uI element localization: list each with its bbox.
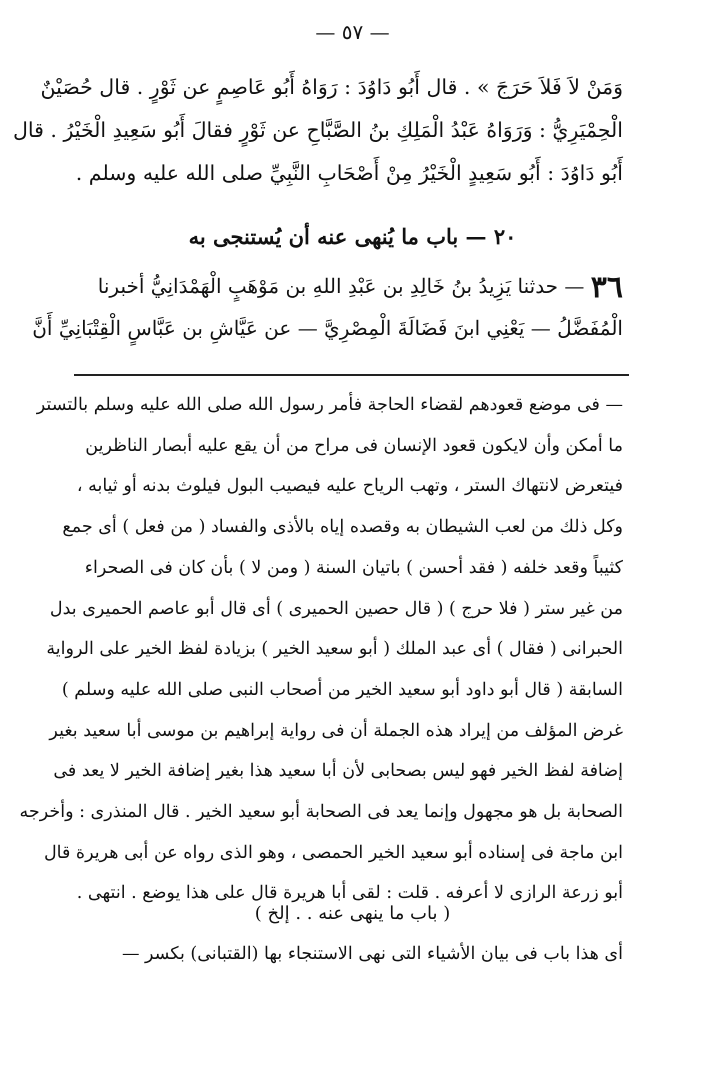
text-line: وَمَنْ لاَ فَلاَ حَرَجَ » . قال أَبُو دَاوُدَ : رَوَاهُ أَبُو عَاصِمٍ عن ثَوْرٍ . قال حُصَيْنٌ	[40, 75, 623, 99]
hadith-number: ٣٦	[590, 270, 623, 305]
commentary-line: غرض المؤلف من إيراد هذه الجملة أن فى رواية إبراهيم بن موسى أبا سعيد بغير	[49, 720, 623, 741]
text-line: الْحِمْيَرِيُّ : وَرَوَاهُ عَبْدُ الْمَلِكِ بنُ الصَّبَّاحِ عن ثَوْرٍ فقالَ أَبُو سَعِيدِ الْخَيْرُ . قال	[12, 118, 623, 142]
hadith-line-2: الْمُفَضَّلُ — يَعْنِي ابنَ فَضَالَةَ الْمِصْرِيَّ — عن عَيَّاشِ بن عَبَّاسٍ الْقِتْبَانِيِّ أَنَّ	[32, 316, 623, 340]
commentary	[19, 385, 623, 914]
hadith-text	[12, 66, 623, 195]
commentary-line: من غير ستر ( فلا حرج ) ( قال حصين الحميرى ) أى قال أبو عاصم الحميرى بدل	[49, 598, 623, 619]
commentary-line: — فى موضع قعودهم لقضاء الحاجة فأمر رسول الله صلى الله عليه وسلم بالتستر	[36, 395, 623, 415]
commentary-line: الصحابة بل هو مجهول وإنما يعد فى الصحابة أبو سعيد الخير . قال المنذرى : وأخرجه	[19, 802, 623, 823]
commentary-last-line: أى هذا باب فى بيان الأشياء التى نهى الاستنجاء بها (القتبانى) بكسر —	[121, 944, 623, 964]
hadith-text-line: — حدثنا يَزِيدُ بنُ خَالِدِ بن عَبْدِ اللهِ بن مَوْهَبٍ الْهَمْدَانِيُّ أخبرنا	[97, 274, 585, 298]
commentary-line: وكل ذلك من لعب الشيطان به وقصده إياه بالأذى والفساد ( من فعل ) أى جمع	[62, 517, 623, 538]
hadith-line-1	[78, 270, 623, 305]
text-line: أَبُو دَاوُدَ : أَبُو سَعِيدٍ الْخَيْرُ مِنْ أَصْحَابِ النَّبِيِّ صلى الله عليه وسلم .	[75, 161, 623, 185]
footnote-divider	[74, 374, 629, 376]
commentary-line: إضافة لفظ الخير فهو ليس بصحابى لأن أبا سعيد هذا بغير إضافة الخير لا يعد فى	[53, 761, 623, 782]
page-number: — ٥٧ —	[315, 20, 390, 44]
commentary-line: فيتعرض لانتهاك الستر ، وتهب الرياح عليه فيصيب البول فيلوث بدنه أو ثيابه ،	[76, 476, 623, 497]
commentary-line: ابن ماجة فى إسناده أبو سعيد الخير الحمصى ، وهو الذى رواه عن أبى هريرة قال	[43, 842, 623, 863]
chapter-heading: ٢٠ — باب ما يُنهى عنه أن يُستنجى به	[188, 224, 517, 249]
commentary-line: أبو زرعة الرازى لا أعرفه . قلت : لقى أبا هريرة قال على هذا يوضع . انتهى .	[76, 883, 623, 904]
commentary-line: السابقة ( قال أبو داود أبو سعيد الخير من أصحاب النبى صلى الله عليه وسلم )	[61, 679, 623, 700]
commentary-line: كثيباً وقعد خلفه ( فقد أحسن ) باتيان السنة ( ومن لا ) بأن كان فى الصحراء	[84, 557, 623, 578]
commentary-line: الحبرانى ( فقال ) أى عبد الملك ( أبو سعيد الخير ) بزيادة لفظ الخير على الرواية	[46, 639, 623, 660]
commentary-line: ما أمكن وأن لايكون قعود الإنسان فى مراح من أن يقع عليه أبصار الناظرين	[85, 435, 623, 456]
sub-heading: ( باب ما ينهى عنه . . إلخ )	[254, 903, 451, 924]
